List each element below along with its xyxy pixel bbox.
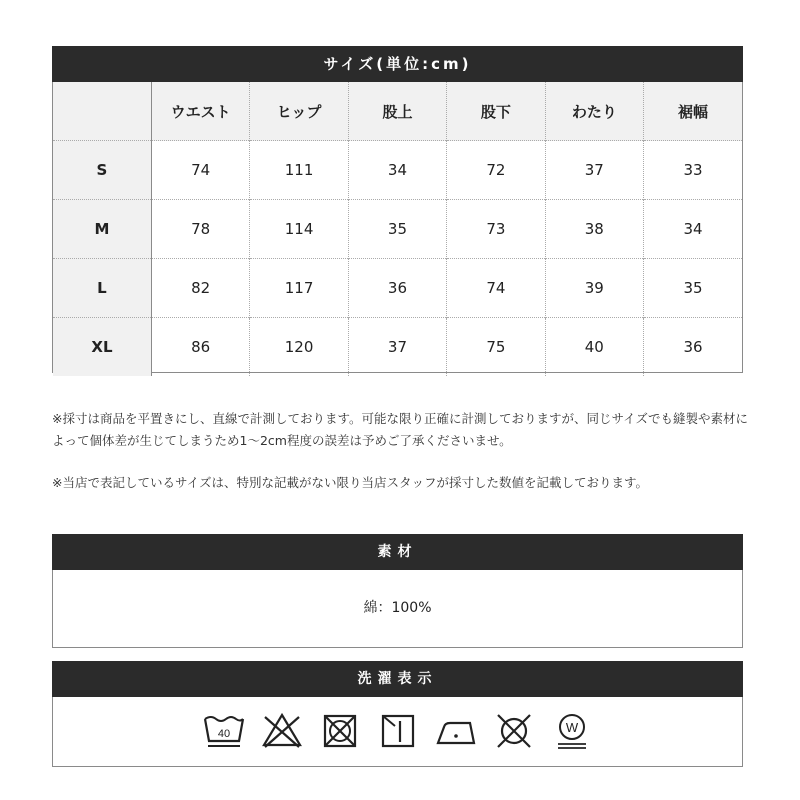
- table-cell: 34: [644, 200, 742, 259]
- table-cell: 72: [447, 141, 545, 200]
- table-cell: 120: [250, 318, 348, 377]
- iron-low-icon: [434, 709, 478, 753]
- table-cell: 36: [348, 259, 446, 318]
- table-cell: 35: [348, 200, 446, 259]
- no-dry-clean-icon: [492, 709, 536, 753]
- table-cell: 117: [250, 259, 348, 318]
- material-value: 綿：100%: [363, 600, 432, 616]
- size-note: ※当店で表記しているサイズは、特別な記載がない限り当店スタッフが採寸した数値を記載しております。: [52, 475, 648, 490]
- table-cell: 75: [447, 318, 545, 377]
- table-row: [53, 318, 742, 377]
- column-header-hip: ヒップ: [250, 82, 348, 141]
- washing-section: [52, 661, 743, 767]
- column-header-blank: [53, 82, 151, 141]
- washing-title: 洗濯表示: [52, 661, 743, 697]
- wash-temperature-label: 40: [217, 728, 230, 740]
- table-cell: 82: [151, 259, 249, 318]
- no-bleach-icon: [260, 709, 304, 753]
- wet-clean-icon: [550, 709, 594, 753]
- column-header-thigh: わたり: [545, 82, 643, 141]
- size-table: [53, 82, 742, 376]
- column-header-inseam: 股下: [447, 82, 545, 141]
- wash-40-icon: [202, 709, 246, 753]
- table-cell: 40: [545, 318, 643, 377]
- material-section: [52, 534, 743, 648]
- table-row: [53, 259, 742, 318]
- table-cell: 78: [151, 200, 249, 259]
- column-header-waist: ウエスト: [151, 82, 249, 141]
- table-cell: 38: [545, 200, 643, 259]
- wet-clean-label: W: [565, 720, 578, 735]
- table-row: [53, 200, 742, 259]
- table-row: [53, 141, 742, 200]
- size-label: L: [53, 259, 151, 318]
- table-cell: 36: [644, 318, 742, 377]
- measurement-note: ※採寸は商品を平置きにし、直線で計測しております。可能な限り正確に計測しておりますが、同じサイズでも縫製や素材によって個体差が生じてしまうため1〜2cm程度の誤差は予めご了承くださいませ。: [52, 411, 748, 448]
- table-cell: 86: [151, 318, 249, 377]
- column-header-hem-width: 裾幅: [644, 82, 742, 141]
- size-table-header-row: [53, 82, 742, 141]
- care-icons: [53, 697, 742, 765]
- line-dry-shade-icon: [376, 709, 420, 753]
- table-cell: 37: [348, 318, 446, 377]
- table-cell: 74: [151, 141, 249, 200]
- table-cell: 39: [545, 259, 643, 318]
- table-cell: 74: [447, 259, 545, 318]
- no-tumble-dry-icon: [318, 709, 362, 753]
- table-cell: 114: [250, 200, 348, 259]
- size-label: XL: [53, 318, 151, 377]
- table-cell: 35: [644, 259, 742, 318]
- size-table-title: サイズ(単位:cm): [52, 46, 743, 82]
- table-cell: 111: [250, 141, 348, 200]
- material-title: 素材: [52, 534, 743, 570]
- table-cell: 33: [644, 141, 742, 200]
- table-cell: 73: [447, 200, 545, 259]
- size-label: M: [53, 200, 151, 259]
- size-label: S: [53, 141, 151, 200]
- column-header-rise: 股上: [348, 82, 446, 141]
- size-table-section: [52, 46, 743, 373]
- table-cell: 37: [545, 141, 643, 200]
- table-cell: 34: [348, 141, 446, 200]
